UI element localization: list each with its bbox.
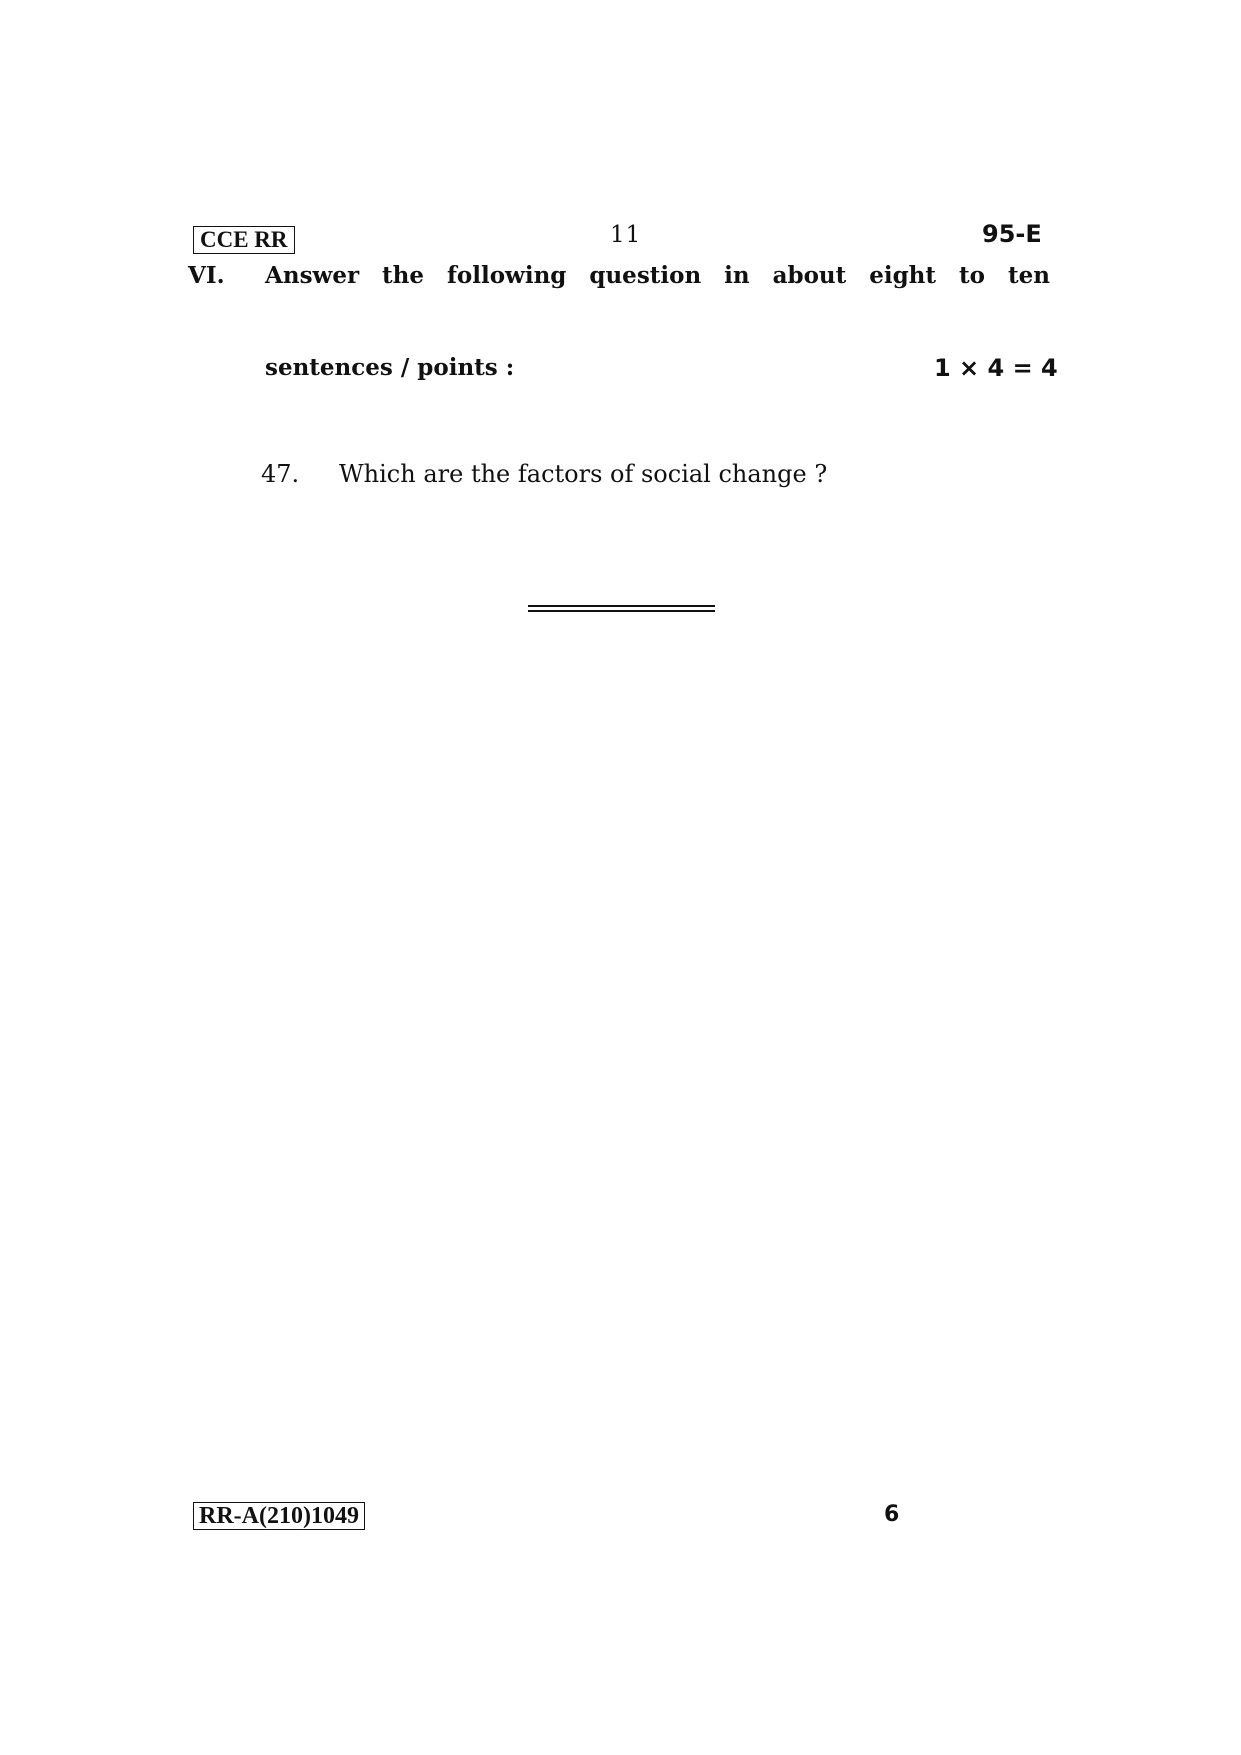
instruction-word: question: [589, 262, 702, 289]
instruction-word: in: [724, 262, 750, 289]
question-number: 47.: [261, 460, 300, 488]
page-number-top: 11: [610, 222, 642, 248]
instruction-word: to: [959, 262, 985, 289]
footer-page-number: 6: [884, 1502, 900, 1527]
instruction-word: the: [382, 262, 425, 289]
section-marks: 1 × 4 = 4: [934, 354, 1058, 382]
footer-code: RR-A(210)1049: [193, 1502, 365, 1530]
section-instruction-line1: [265, 262, 1050, 289]
section-instruction-line2: sentences / points :: [265, 354, 515, 381]
paper-code: 95-E: [982, 220, 1042, 248]
question-text: Which are the factors of social change ?: [339, 460, 828, 488]
instruction-word: eight: [869, 262, 937, 289]
instruction-word: following: [447, 262, 567, 289]
end-of-paper-rule: [528, 605, 715, 612]
section-number: VI.: [188, 262, 225, 289]
instruction-word: Answer: [265, 262, 360, 289]
instruction-word: about: [772, 262, 847, 289]
instruction-word: ten: [1007, 262, 1050, 289]
header-code-label: CCE RR: [193, 226, 295, 254]
